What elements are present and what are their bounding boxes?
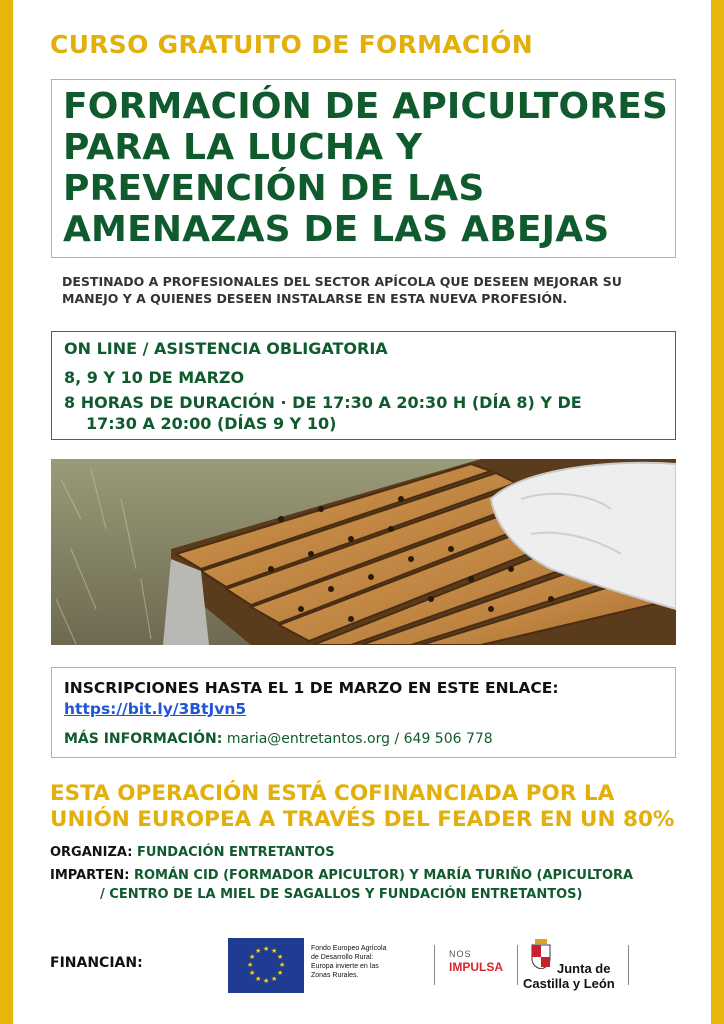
- audience-line: DESTINADO A PROFESIONALES DEL SECTOR APÍCOLA QUE DESEEN MEJORAR SU: [62, 274, 622, 289]
- svg-text:★: ★: [277, 953, 284, 961]
- contact-info: [64, 731, 493, 747]
- instructors-label: IMPARTEN:: [50, 868, 130, 883]
- organizer: [50, 845, 335, 860]
- beehive-photo: [51, 459, 676, 645]
- course-hours-cont: 17:30 A 20:00 (DÍAS 9 Y 10): [86, 414, 337, 433]
- course-title: [63, 86, 673, 250]
- logo-divider: [517, 945, 518, 985]
- instructors: [50, 866, 690, 904]
- feader-line: Fondo Europeo Agrícola: [311, 945, 387, 952]
- svg-text:★: ★: [249, 953, 256, 961]
- logo-divider: [434, 945, 435, 985]
- nos-impulsa-logo-top: NOS: [449, 949, 472, 959]
- title-line: FORMACIÓN DE APICULTORES: [63, 86, 669, 127]
- svg-text:★: ★: [277, 969, 284, 977]
- svg-text:★: ★: [263, 977, 270, 985]
- eu-stars-icon: [228, 938, 304, 993]
- feader-line: Europa invierte en las: [311, 963, 379, 970]
- cofinancing-line: ESTA OPERACIÓN ESTÁ COFINANCIADA POR LA: [50, 781, 615, 806]
- instructors-line: ROMÁN CID (FORMADOR APICULTOR) Y MARÍA TURIÑO (APICULTORA: [133, 868, 634, 883]
- contact-details: maria@entretantos.org / 649 506 778: [226, 731, 493, 747]
- course-kicker: CURSO GRATUITO DE FORMACIÓN: [50, 30, 533, 59]
- title-line: AMENAZAS DE LAS ABEJAS: [63, 209, 610, 250]
- left-border-bar: [0, 0, 13, 1024]
- junta-logo-line: Junta de: [557, 961, 611, 976]
- svg-text:★: ★: [249, 969, 256, 977]
- funders-label: FINANCIAN:: [50, 955, 143, 971]
- audience-description: [62, 273, 672, 307]
- contact-label: MÁS INFORMACIÓN:: [64, 731, 223, 747]
- course-dates: 8, 9 Y 10 DE MARZO: [64, 368, 245, 387]
- castilla-leon-shield-icon: [530, 939, 552, 969]
- svg-text:★: ★: [255, 947, 262, 955]
- feader-caption: [311, 944, 419, 980]
- logo-divider: [628, 945, 629, 985]
- eu-flag-logo: [228, 938, 304, 993]
- junta-logo-line: Castilla y León: [523, 976, 615, 991]
- instructors-line: / CENTRO DE LA MIEL DE SAGALLOS Y FUNDACIÓN ENTRETANTOS): [100, 887, 583, 902]
- organizer-name: FUNDACIÓN ENTRETANTOS: [136, 845, 335, 860]
- feader-line: Zonas Rurales.: [311, 972, 359, 979]
- cofinancing-statement: [50, 781, 690, 833]
- organizer-label: ORGANIZA:: [50, 845, 133, 860]
- svg-text:★: ★: [263, 945, 270, 953]
- right-border-bar: [711, 0, 724, 1024]
- beehive-illustration: [51, 459, 676, 645]
- audience-line: MANEJO Y A QUIENES DESEEN INSTALARSE EN ESTA NUEVA PROFESIÓN.: [62, 291, 568, 306]
- registration-deadline: INSCRIPCIONES HASTA EL 1 DE MARZO EN ESTE ENLACE:: [64, 679, 559, 697]
- svg-text:★: ★: [271, 975, 278, 983]
- course-hours: 8 HORAS DE DURACIÓN · DE 17:30 A 20:30 H (DÍA 8) Y DE: [64, 393, 582, 412]
- svg-text:★: ★: [255, 975, 262, 983]
- cofinancing-line: UNIÓN EUROPEA A TRAVÉS DEL FEADER EN UN 80%: [50, 807, 675, 832]
- feader-line: de Desarrollo Rural:: [311, 954, 374, 961]
- svg-text:★: ★: [247, 961, 254, 969]
- svg-text:★: ★: [271, 947, 278, 955]
- title-line: PARA LA LUCHA Y: [63, 127, 423, 168]
- svg-text:★: ★: [279, 961, 286, 969]
- registration-link[interactable]: https://bit.ly/3BtJvn5: [64, 700, 247, 718]
- title-line: PREVENCIÓN DE LAS: [63, 168, 485, 209]
- course-mode: ON LINE / ASISTENCIA OBLIGATORIA: [64, 339, 388, 358]
- nos-impulsa-logo: IMPULSA: [449, 960, 503, 974]
